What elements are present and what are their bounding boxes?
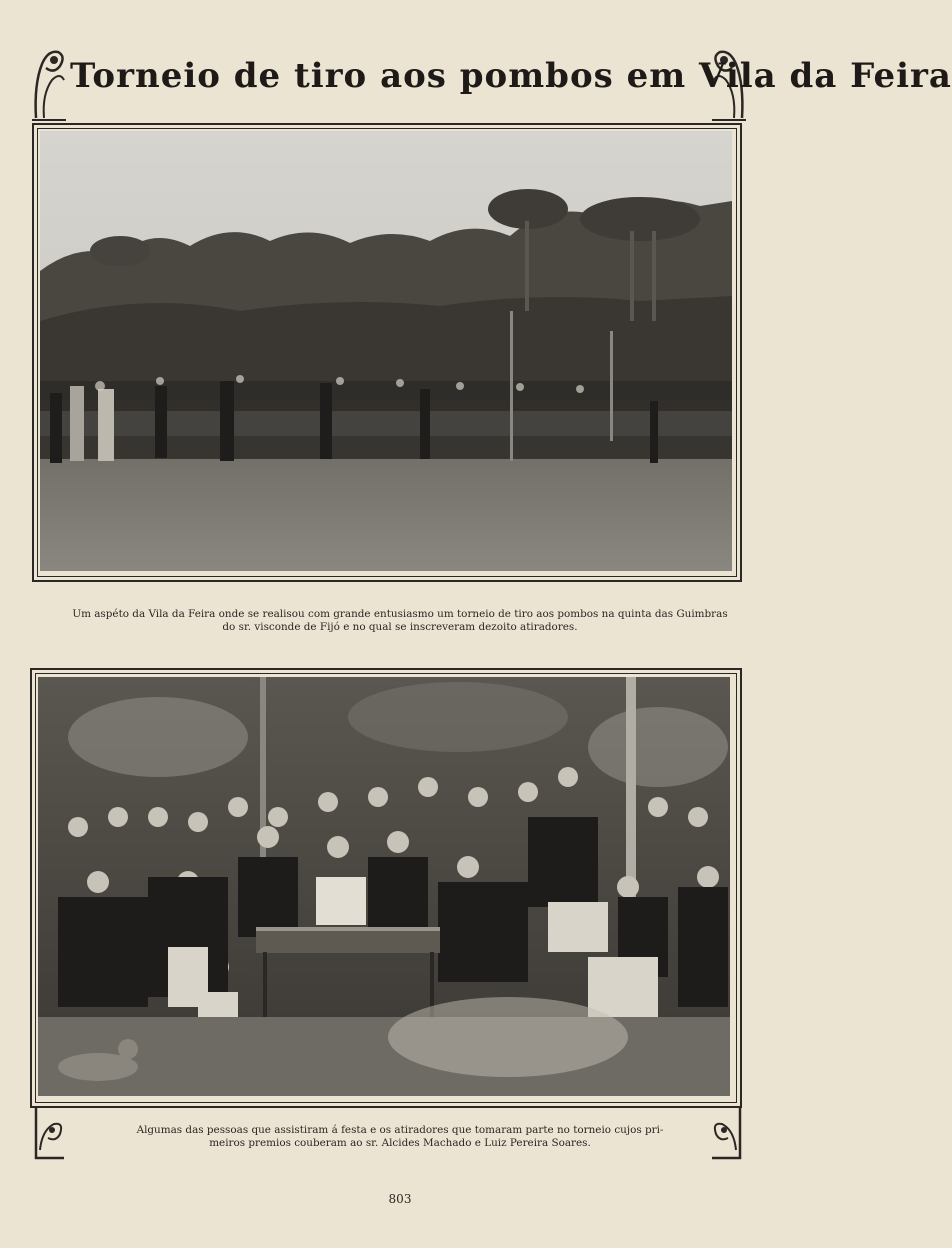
art-nouveau-ornament-icon (30, 44, 68, 122)
caption-line: Um aspéto da Vila da Feira onde se realisou com grande entusiasmo um torneio de tiro aos pombos na quinta das Guimbras (72, 608, 728, 620)
page-title: Torneio de tiro aos pombos em Vila da Feira (70, 56, 952, 96)
crowd-field-photo (40, 131, 732, 571)
art-nouveau-ornament-icon (30, 1100, 68, 1162)
figure-caption (20, 608, 780, 634)
page-number: 803 (388, 1192, 412, 1206)
caption-line: meiros premios couberam ao sr. Alcides Machado e Luiz Pereira Soares. (209, 1137, 591, 1149)
figure-caption (70, 1124, 730, 1150)
caption-line: do sr. visconde de Fijó e no qual se inscreveram dezoito atiradores. (222, 621, 578, 633)
caption-line: Algumas das pessoas que assistiram á festa e os atiradores que tomaram parte no torneio cujos pri- (136, 1124, 664, 1136)
group-portrait-photo (38, 677, 730, 1096)
